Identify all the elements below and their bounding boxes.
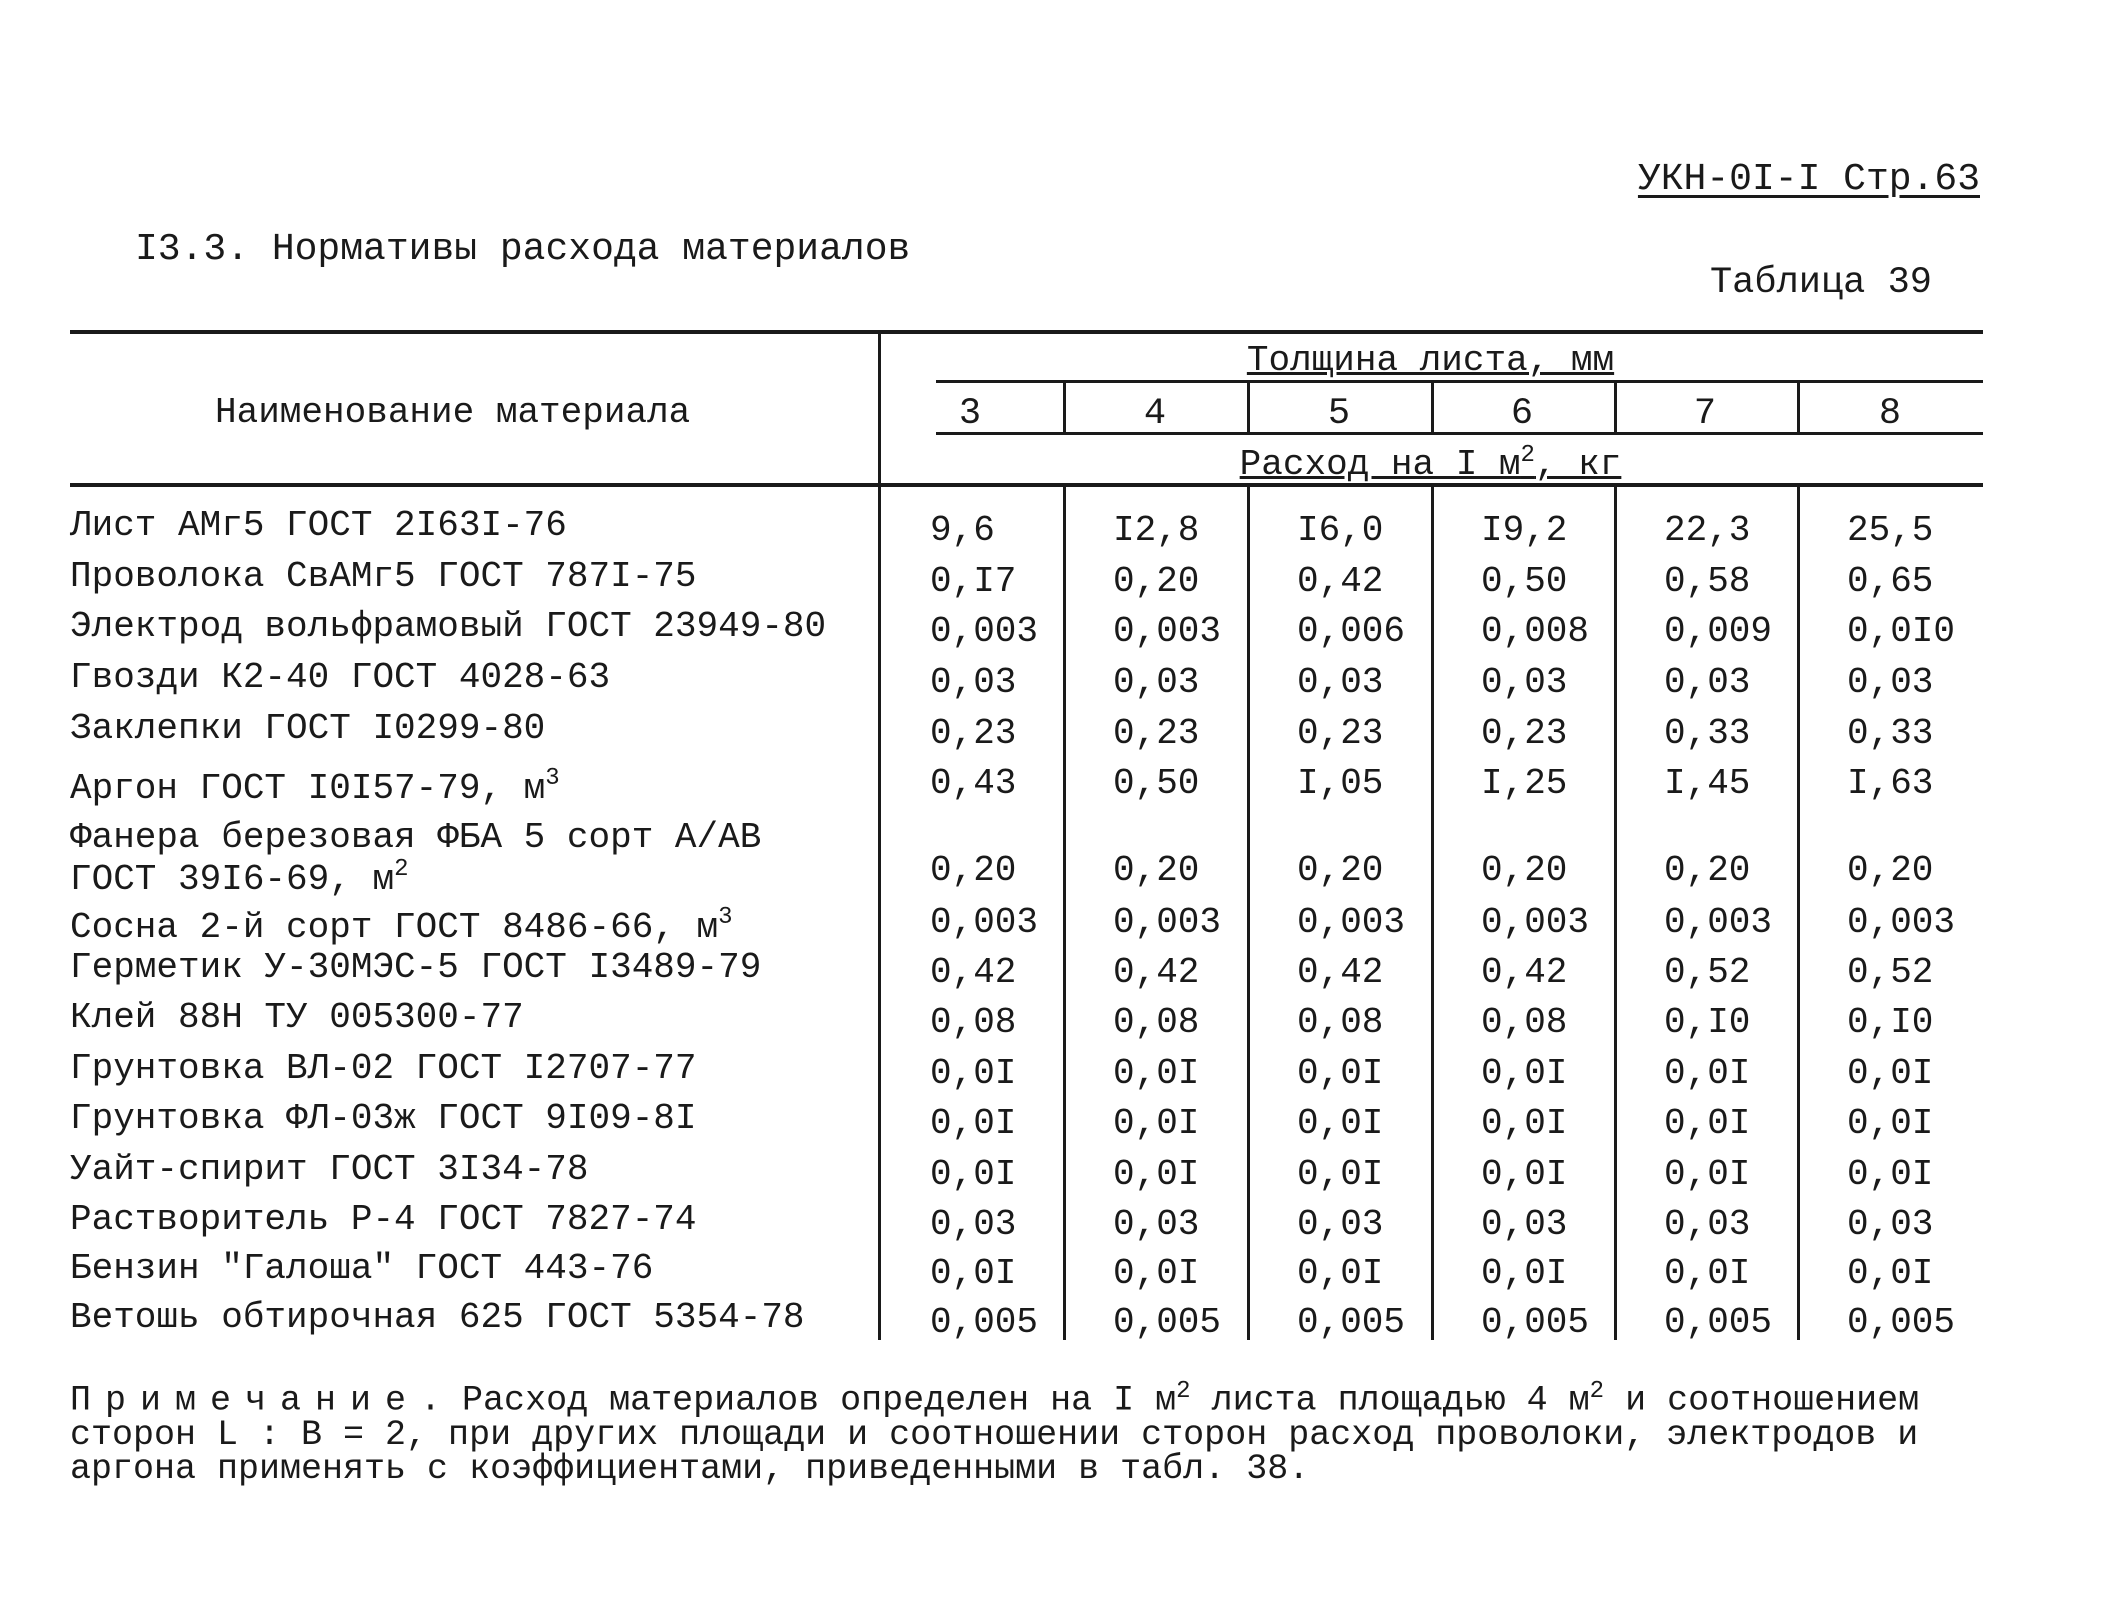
consumption-value: 0,20	[1481, 850, 1568, 891]
consumption-value: 0,0I	[1113, 1103, 1200, 1144]
consumption-value: 9,6	[930, 510, 995, 551]
consumption-value: I9,2	[1481, 510, 1568, 551]
consumption-value: 25,5	[1847, 510, 1934, 551]
consumption-value: 0,0I	[1297, 1053, 1384, 1094]
column-divider	[1247, 383, 1250, 435]
consumption-value: 0,08	[1297, 1002, 1384, 1043]
consumption-value: 0,005	[1481, 1302, 1590, 1343]
consumption-value: 0,08	[1481, 1002, 1568, 1043]
consumption-value: 0,03	[1847, 662, 1934, 703]
consumption-value: 0,03	[1113, 1204, 1200, 1245]
consumption-value: 0,0I	[1297, 1103, 1384, 1144]
consumption-value: 0,0I	[1481, 1053, 1568, 1094]
consumption-header: Расход на I $м^2$, кг	[1239, 442, 1622, 485]
consumption-value: 22,3	[1664, 510, 1751, 551]
column-divider	[1614, 383, 1617, 435]
material-name: Проволока СвАМг5 ГОСТ 787I-75	[70, 556, 697, 597]
material-name: Электрод вольфрамовый ГОСТ 23949-80	[70, 606, 827, 647]
thickness-column-header: 5	[1327, 393, 1351, 435]
consumption-value: 0,23	[930, 713, 1017, 754]
column-divider	[1431, 383, 1434, 435]
consumption-value: 0,0I	[1481, 1154, 1568, 1195]
consumption-value: 0,20	[930, 850, 1017, 891]
consumption-value: 0,0I	[1481, 1253, 1568, 1294]
consumption-value: I,25	[1481, 763, 1568, 804]
material-name: Клей 88Н ТУ 005300-77	[70, 997, 524, 1038]
material-name-header: Наименование материала	[215, 392, 691, 433]
consumption-value: 0,33	[1664, 713, 1751, 754]
consumption-value: 0,003	[1847, 902, 1956, 943]
consumption-value: 0,0I	[1847, 1253, 1934, 1294]
consumption-value: 0,005	[1113, 1302, 1222, 1343]
consumption-value: 0,I0	[1847, 1002, 1934, 1043]
consumption-value: 0,0I	[1664, 1053, 1751, 1094]
section-title: I3.3. Нормативы расхода материалов	[135, 228, 911, 271]
consumption-value: 0,03	[1481, 1204, 1568, 1245]
consumption-value: 0,65	[1847, 561, 1934, 602]
consumption-value: 0,0I	[1847, 1103, 1934, 1144]
consumption-value: 0,42	[1297, 952, 1384, 993]
consumption-value: 0,009	[1664, 611, 1773, 652]
material-name: Грунтовка ВЛ-02 ГОСТ I2707-77	[70, 1048, 697, 1089]
consumption-value: 0,0I	[930, 1253, 1017, 1294]
consumption-value: 0,43	[930, 763, 1017, 804]
material-name: Фанера березовая ФБА 5 сорт А/АВ ГОСТ 39I6-69, $м^2$	[70, 817, 762, 900]
consumption-value: 0,008	[1481, 611, 1590, 652]
thickness-column-header: 8	[1878, 393, 1902, 435]
consumption-value: 0,0I	[1297, 1154, 1384, 1195]
consumption-value: 0,20	[1113, 850, 1200, 891]
consumption-value: 0,20	[1847, 850, 1934, 891]
consumption-value: 0,52	[1664, 952, 1751, 993]
consumption-value: 0,42	[1297, 561, 1384, 602]
consumption-value: 0,03	[1297, 662, 1384, 703]
material-name: Лист АМг5 ГОСТ 2I63I-76	[70, 505, 567, 546]
consumption-value: I2,8	[1113, 510, 1200, 551]
thickness-column-header: 4	[1143, 393, 1167, 435]
consumption-value: 0,I0	[1664, 1002, 1751, 1043]
table-number: Таблица 39	[1709, 262, 1932, 304]
table-top-rule	[70, 330, 1983, 334]
consumption-value: 0,08	[1113, 1002, 1200, 1043]
consumption-value: 0,20	[1297, 850, 1384, 891]
thickness-column-header: 6	[1510, 393, 1534, 435]
consumption-value: 0,23	[1297, 713, 1384, 754]
consumption-value: 0,42	[1481, 952, 1568, 993]
material-name: Герметик У-30МЭС-5 ГОСТ I3489-79	[70, 947, 762, 988]
document-reference: УКН-0I-I Стр.63	[1637, 158, 1980, 201]
material-name: Ветошь обтирочная 625 ГОСТ 5354-78	[70, 1297, 805, 1338]
consumption-value: I,05	[1297, 763, 1384, 804]
consumption-value: 0,42	[1113, 952, 1200, 993]
consumption-value: 0,005	[1664, 1302, 1773, 1343]
material-name: Сосна 2-й сорт ГОСТ 8486-66, $м^3$	[70, 904, 733, 948]
consumption-value: 0,03	[1664, 1204, 1751, 1245]
material-name: Аргон ГОСТ I0I57-79, $м^3$	[70, 765, 560, 809]
consumption-value: I6,0	[1297, 510, 1384, 551]
consumption-value: 0,03	[1297, 1204, 1384, 1245]
consumption-value: 0,I7	[930, 561, 1017, 602]
consumption-value: 0,005	[930, 1302, 1039, 1343]
consumption-value: 0,0I	[1664, 1103, 1751, 1144]
material-name: Грунтовка ФЛ-03ж ГОСТ 9I09-8I	[70, 1098, 697, 1139]
consumption-value: 0,03	[1847, 1204, 1934, 1245]
consumption-value: 0,03	[930, 1204, 1017, 1245]
consumption-value: 0,0I	[1664, 1253, 1751, 1294]
sheet-thickness-header: Толщина листа, мм	[1246, 340, 1615, 381]
consumption-value: 0,0I	[1113, 1053, 1200, 1094]
consumption-value: 0,42	[930, 952, 1017, 993]
consumption-value: 0,03	[1113, 662, 1200, 703]
consumption-value: 0,0I	[930, 1053, 1017, 1094]
consumption-value: 0,03	[930, 662, 1017, 703]
consumption-value: 0,0I	[1847, 1154, 1934, 1195]
consumption-value: 0,33	[1847, 713, 1934, 754]
consumption-value: 0,58	[1664, 561, 1751, 602]
consumption-value: 0,03	[1664, 662, 1751, 703]
consumption-value: 0,0I	[1847, 1053, 1934, 1094]
consumption-value: 0,003	[1664, 902, 1773, 943]
consumption-value: 0,50	[1113, 763, 1200, 804]
consumption-value: 0,003	[1113, 902, 1222, 943]
consumption-value: 0,0I	[1113, 1253, 1200, 1294]
thickness-column-header: 7	[1693, 393, 1717, 435]
consumption-value: I,63	[1847, 763, 1934, 804]
thickness-column-header: 3	[958, 393, 982, 435]
consumption-value: 0,20	[1664, 850, 1751, 891]
consumption-value: 0,0I0	[1847, 611, 1956, 652]
material-name: Заклепки ГОСТ I0299-80	[70, 708, 546, 749]
consumption-value: 0,23	[1113, 713, 1200, 754]
material-name: Бензин "Галоша" ГОСТ 443-76	[70, 1248, 654, 1289]
material-name: Гвозди К2-40 ГОСТ 4028-63	[70, 657, 611, 698]
table-note: Примечание. Расход материалов определен на I $м^2$ листа площадью 4 $м^2$ и соотношением сторон L : В = 2, при других площади и соотношении сторон расход проволоки, электродов и аргона применять с коэффициентами, приведенными в табл. 38.	[70, 1378, 1920, 1489]
consumption-value: 0,0I	[930, 1103, 1017, 1144]
consumption-value: 0,52	[1847, 952, 1934, 993]
consumption-value: 0,23	[1481, 713, 1568, 754]
consumption-value: 0,03	[1481, 662, 1568, 703]
consumption-value: 0,0I	[1664, 1154, 1751, 1195]
consumption-value: 0,50	[1481, 561, 1568, 602]
consumption-value: 0,005	[1847, 1302, 1956, 1343]
consumption-value: 0,003	[1113, 611, 1222, 652]
consumption-value: 0,0I	[1113, 1154, 1200, 1195]
consumption-value: 0,005	[1297, 1302, 1406, 1343]
column-divider	[1797, 383, 1800, 435]
consumption-value: I,45	[1664, 763, 1751, 804]
consumption-value: 0,003	[1297, 902, 1406, 943]
consumption-value: 0,003	[1481, 902, 1590, 943]
consumption-value: 0,0I	[930, 1154, 1017, 1195]
consumption-value: 0,20	[1113, 561, 1200, 602]
material-name: Растворитель Р-4 ГОСТ 7827-74	[70, 1199, 697, 1240]
consumption-value: 0,006	[1297, 611, 1406, 652]
column-divider	[1063, 383, 1066, 435]
consumption-value: 0,0I	[1481, 1103, 1568, 1144]
consumption-value: 0,0I	[1297, 1253, 1384, 1294]
material-name: Уайт-спирит ГОСТ 3I34-78	[70, 1149, 589, 1190]
consumption-value: 0,003	[930, 611, 1039, 652]
consumption-value: 0,003	[930, 902, 1039, 943]
consumption-value: 0,08	[930, 1002, 1017, 1043]
